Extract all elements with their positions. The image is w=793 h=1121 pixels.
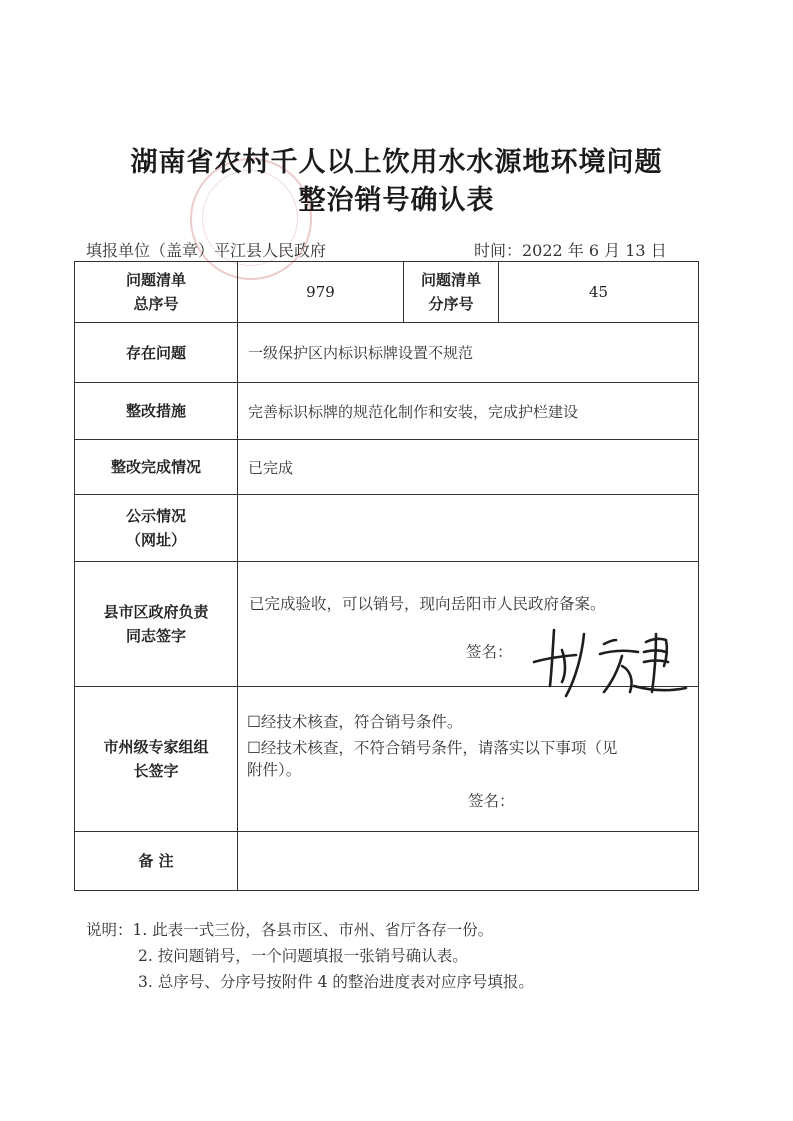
total-no-value: 979 [238, 262, 404, 323]
gov-sign-label-line1: 县市区政府负责 [103, 603, 209, 621]
expert-sign-label-line1: 市州级专家组组 [103, 738, 209, 756]
expert-sign-label-line2: 长签字 [133, 762, 179, 780]
measures-value: 完善标识标牌的规范化制作和安装，完成护栏建设 [238, 383, 699, 440]
table-row [75, 383, 699, 440]
gov-sign-cell [238, 562, 699, 687]
gov-sign-text: 已完成验收，可以销号，现向岳阳市人民政府备案。 [249, 595, 606, 613]
report-date: 时间：2022 年 6 月 13 日 [474, 241, 667, 260]
table-row [75, 562, 699, 687]
remark-value [238, 832, 699, 891]
table-row [75, 832, 699, 891]
status-value: 已完成 [238, 440, 699, 495]
table-row [75, 440, 699, 495]
table-row [75, 687, 699, 832]
status-label: 整改完成情况 [75, 440, 238, 495]
reporting-unit: 填报单位（盖章）平江县人民政府 [86, 241, 327, 260]
expert-sign-label [75, 687, 238, 832]
remark-label: 备 注 [75, 832, 238, 891]
total-no-label-line1: 问题清单 [125, 271, 186, 289]
expert-option-fail-cont: 附件）。 [247, 761, 302, 779]
confirmation-form-table [74, 261, 699, 891]
total-no-label-line2: 总序号 [133, 295, 179, 313]
measures-label: 整改措施 [75, 383, 238, 440]
sub-no-value: 45 [499, 262, 699, 323]
publicity-label-line2: （网址） [125, 531, 186, 549]
sub-no-label [404, 262, 499, 323]
gov-sign-label-line2: 同志签字 [125, 627, 186, 645]
document-title-line2: 整治销号确认表 [298, 185, 495, 216]
publicity-value [238, 495, 699, 562]
expert-option-pass: ☐经技术核查，符合销号条件。 [247, 713, 463, 731]
sub-no-label-line2: 分序号 [428, 295, 474, 313]
issue-label: 存在问题 [75, 323, 238, 383]
gov-sign-label [75, 562, 238, 687]
table-row [75, 495, 699, 562]
expert-option-fail: ☐经技术核查，不符合销号条件，请落实以下事项（见 [247, 739, 618, 757]
table-row [75, 262, 699, 323]
sub-no-label-line1: 问题清单 [420, 271, 481, 289]
expert-sign-cell [238, 687, 699, 832]
document-title-line1: 湖南省农村千人以上饮用水水源地环境问题 [130, 147, 663, 178]
note-2: 2. 按问题销号，一个问题填报一张销号确认表。 [138, 947, 468, 965]
publicity-label [75, 495, 238, 562]
note-3: 3. 总序号、分序号按附件 4 的整治进度表对应序号填报。 [138, 973, 534, 991]
table-row [75, 323, 699, 383]
publicity-label-line1: 公示情况 [125, 507, 186, 525]
expert-sign-name-label: 签名： [468, 792, 515, 810]
total-no-label [75, 262, 238, 323]
notes-block [86, 917, 534, 995]
issue-value: 一级保护区内标识标牌设置不规范 [238, 323, 699, 383]
gov-sign-name-label: 签名： [466, 643, 513, 661]
note-1: 说明：1. 此表一式三份，各县市区、市州、省厅各存一份。 [86, 921, 494, 939]
